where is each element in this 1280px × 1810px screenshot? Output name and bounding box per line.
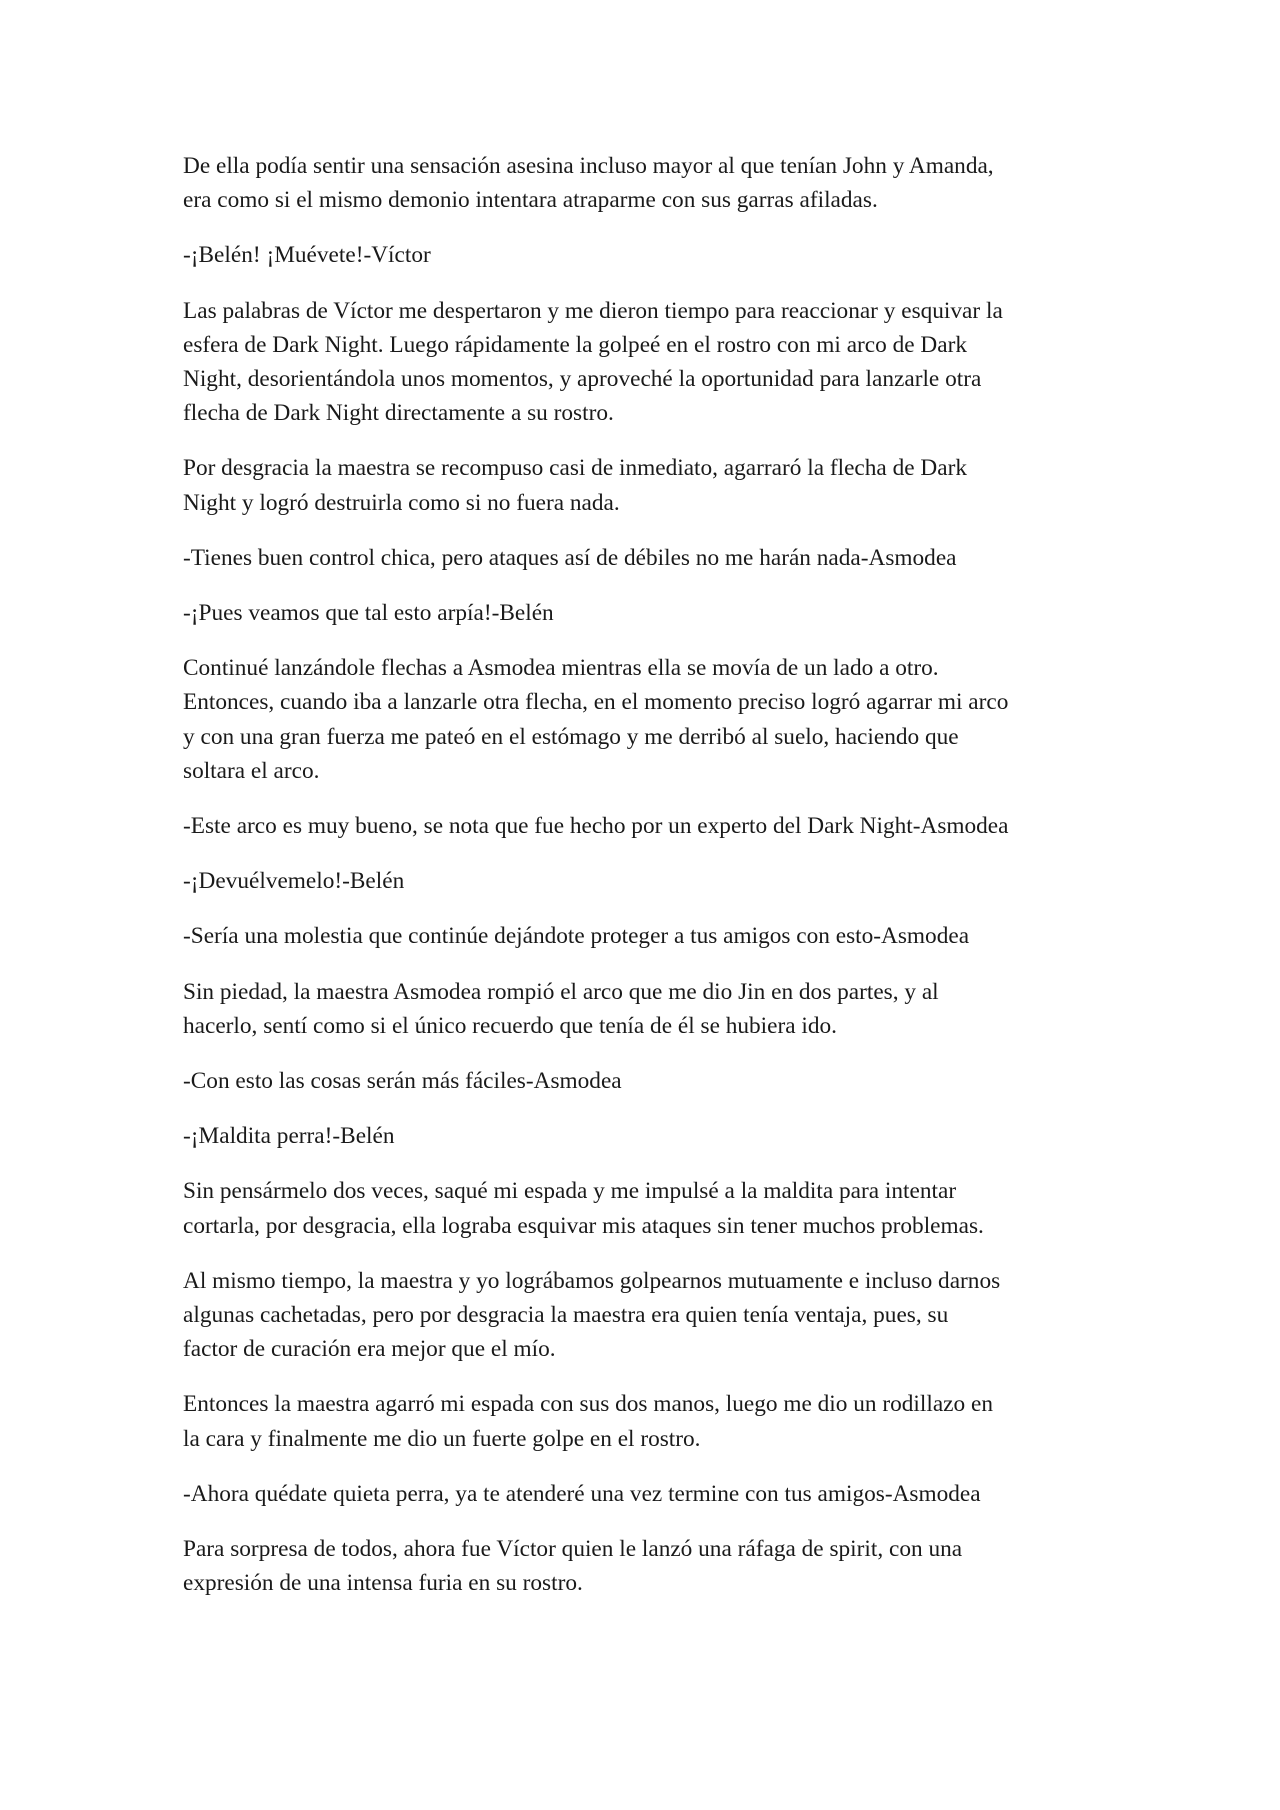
paragraph: Por desgracia la maestra se recompuso casi de inmediato, agarraró la flecha de Dark Night y logró destruirla como si no fuera nada.	[183, 455, 967, 516]
dialogue-line: -¡Maldita perra!-Belén	[183, 1123, 395, 1150]
dialogue-line: -¡Belén! ¡Muévete!-Víctor	[183, 242, 431, 269]
paragraph: Al mismo tiempo, la maestra y yo lográbamos golpearnos mutuamente e incluso darnos algunas cachetadas, pero por desgracia la maestra era quien tenía ventaja, pues, su factor de curación era mejor que el mío.	[183, 1267, 1001, 1363]
dialogue-line: -Este arco es muy bueno, se nota que fue hecho por un experto del Dark Night-Asmodea	[183, 813, 1009, 840]
dialogue-line: -¡Pues veamos que tal esto arpía!-Belén	[183, 600, 554, 627]
document-body	[183, 149, 1113, 1622]
dialogue-line: -Tienes buen control chica, pero ataques así de débiles no me harán nada-Asmodea	[183, 544, 957, 571]
paragraph: Sin piedad, la maestra Asmodea rompió el arco que me dio Jin en dos partes, y al hacerlo, sentí como si el único recuerdo que tenía de él se hubiera ido.	[183, 978, 939, 1039]
dialogue-line: -Con esto las cosas serán más fáciles-Asmodea	[183, 1068, 622, 1095]
paragraph: Para sorpresa de todos, ahora fue Víctor quien le lanzó una ráfaga de spirit, con una expresión de una intensa furia en su rostro.	[183, 1536, 963, 1597]
paragraph: Las palabras de Víctor me despertaron y me dieron tiempo para reaccionar y esquivar la esfera de Dark Night. Luego rápidamente la golpeé en el rostro con mi arco de Dark Night, desorientándola unos momentos, y aproveché la oportunidad para lanzarle otra flecha de Dark Night directamente a su rostro.	[183, 297, 1003, 427]
paragraph: Sin pensármelo dos veces, saqué mi espada y me impulsé a la maldita para intentar cortarla, por desgracia, ella lograba esquivar mis ataques sin tener muchos problemas.	[183, 1178, 984, 1239]
dialogue-line: -Ahora quédate quieta perra, ya te atenderé una vez termine con tus amigos-Asmodea	[183, 1480, 981, 1507]
paragraph: De ella podía sentir una sensación asesina incluso mayor al que tenían John y Amanda, era como si el mismo demonio intentara atraparme con sus garras afiladas.	[183, 153, 994, 214]
paragraph: Entonces la maestra agarró mi espada con sus dos manos, luego me dio un rodillazo en la cara y finalmente me dio un fuerte golpe en el rostro.	[183, 1391, 993, 1452]
dialogue-line: -¡Devuélvemelo!-Belén	[183, 868, 405, 895]
dialogue-line: -Sería una molestia que continúe dejándote proteger a tus amigos con esto-Asmodea	[183, 923, 970, 950]
paragraph: Continué lanzándole flechas a Asmodea mientras ella se movía de un lado a otro. Entonces, cuando iba a lanzarle otra flecha, en el momento preciso logró agarrar mi arco y con una gran fuerza me pateó en el estómago y me derribó al suelo, haciendo que soltara el arco.	[183, 655, 1009, 784]
